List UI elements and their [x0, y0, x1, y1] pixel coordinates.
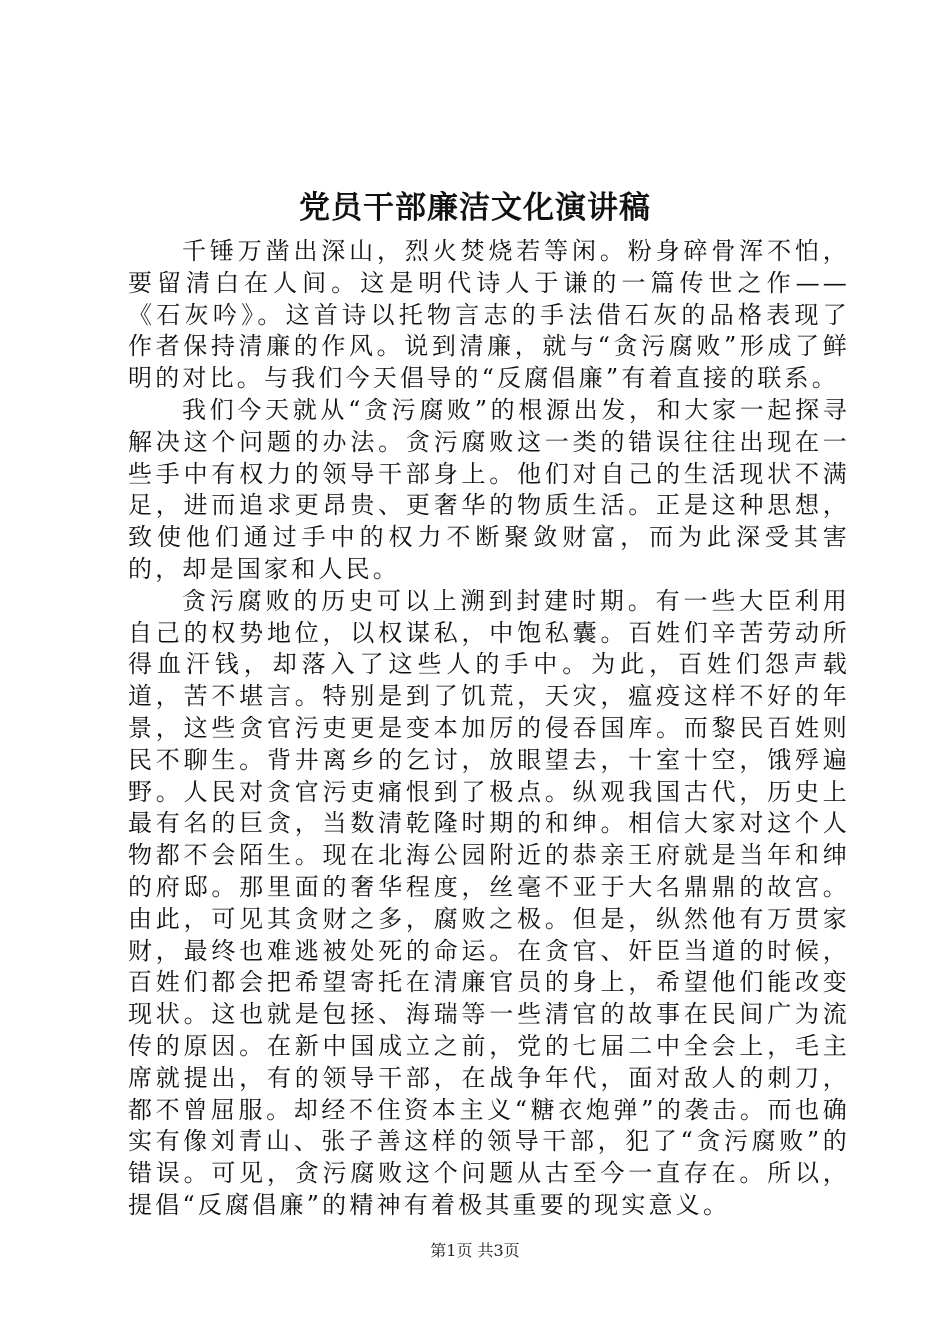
- document-title: 党员干部廉洁文化演讲稿: [299, 190, 651, 226]
- paragraph-3: 贪污腐败的历史可以上溯到封建时期。有一些大臣利用自己的权势地位，以权谋私，中饱私囊。百姓们辛苦劳动所得血汗钱，却落入了这些人的手中。为此，百姓们怨声载道，苦不堪言。特别是到了饥荒，天灾，瘟疫这样不好的年景，这些贪官污吏更是变本加厉的侵吞国库。而黎民百姓则民不聊生。背井离乡的乞讨，放眼望去，十室十空，饿殍遍野。人民对贪官污吏痛恨到了极点。纵观我国古代，历史上最有名的巨贪，当数清乾隆时期的和绅。相信大家对这个人物都不会陌生。现在北海公园附近的恭亲王府就是当年和绅的府邸。那里面的奢华程度，丝毫不亚于大名鼎鼎的故宫。由此，可见其贪财之多，腐败之极。但是，纵然他有万贯家财，最终也难逃被处死的命运。在贪官、奸臣当道的时候，百姓们都会把希望寄托在清廉官员的身上，希望他们能改变现状。这也就是包拯、海瑞等一些清官的故事在民间广为流传的原因。在新中国成立之前，党的七届二中全会上，毛主席就提出，有的领导干部，在战争年代，面对敌人的刺刀，都不曾屈服。却经不住资本主义“糖衣炮弹”的袭击。而也确实有像刘青山、张子善这样的领导干部，犯了“贪污腐败”的错误。可见，贪污腐败这个问题从古至今一直存在。所以，提倡“反腐倡廉”的精神有着极其重要的现实意义。: [128, 586, 850, 1219]
- paragraph-1: 千锤万凿出深山，烈火焚烧若等闲。粉身碎骨浑不怕，要留清白在人间。这是明代诗人于谦的一篇传世之作——《石灰吟》。这首诗以托物言志的手法借石灰的品格表现了作者保持清廉的作风。说到清廉，就与“贪污腐败”形成了鲜明的对比。与我们今天倡导的“反腐倡廉”有着直接的联系。: [128, 237, 850, 393]
- document-body: [128, 236, 850, 1222]
- paragraph-2: 我们今天就从“贪污腐败”的根源出发，和大家一起探寻解决这个问题的办法。贪污腐败这一类的错误往往出现在一些手中有权力的领导干部身上。他们对自己的生活现状不满足，进而追求更昂贵、更奢华的物质生活。正是这种思想，致使他们通过手中的权力不断聚敛财富，而为此深受其害的，却是国家和人民。: [128, 395, 850, 583]
- page-footer: 第1页 共3页: [430, 1241, 520, 1260]
